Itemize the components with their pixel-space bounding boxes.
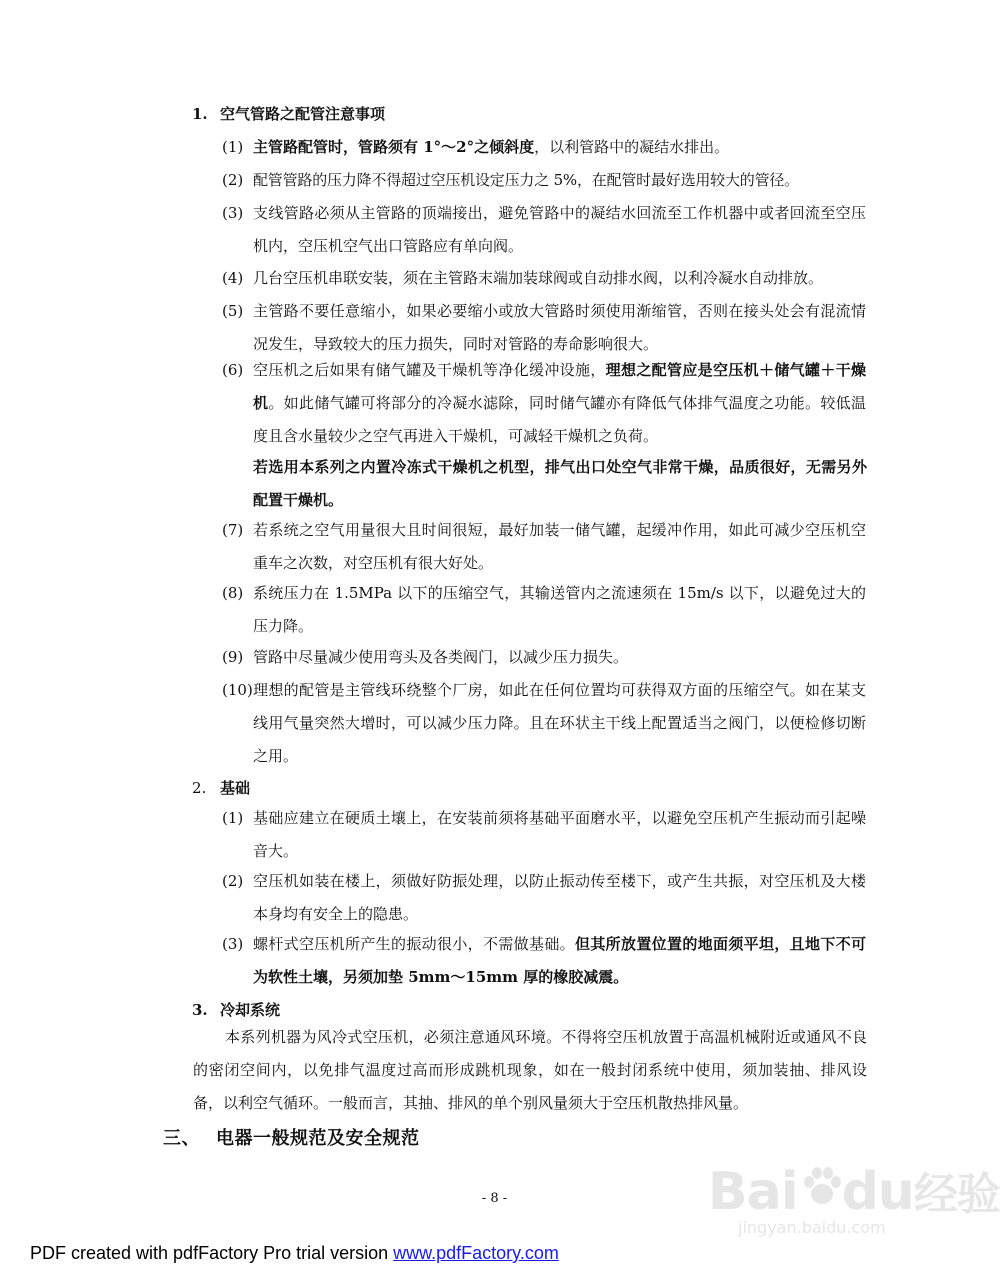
item-number: (4) [222, 269, 244, 287]
watermark-brand: Bai du经验 [708, 1162, 1000, 1222]
heading-1-title: 空气管路之配管注意事项 [220, 105, 386, 123]
section-number: 三、 [163, 1128, 200, 1149]
item-number: (6) [222, 361, 244, 379]
list-item [222, 131, 866, 164]
item-number: (3) [222, 935, 244, 953]
item-number: (1) [222, 138, 244, 156]
item-text: 配管管路的压力降不得超过空压机设定压力之 5%，在配管时最好选用较大的管径。 [253, 171, 799, 189]
item-number: (8) [222, 584, 244, 602]
item-bold-text: 理想之配管应是空压机＋储气罐＋干燥机 [253, 361, 866, 412]
item-text: 。如此储气罐可将部分的冷凝水滤除，同时储气罐亦有降低气体排气温度之功能。较低温度且含水量较少之空气再进入干燥机，可减轻干燥机之负荷。 [253, 394, 866, 445]
list-item [222, 577, 866, 643]
item-number: (1) [222, 809, 244, 827]
heading-2 [192, 777, 250, 798]
item-text: 理想的配管是主管线环绕整个厂房，如此在任何位置均可获得双方面的压缩空气。如在某支线用气量突然大增时，可以减少压力降。且在环状主干线上配置适当之阀门，以便检修切断之用。 [253, 681, 866, 765]
list-item [222, 164, 866, 197]
heading-1 [192, 103, 385, 124]
footer-text: PDF created with pdfFactory Pro trial version [30, 1243, 394, 1263]
heading-3-title: 冷却系统 [220, 1001, 281, 1019]
item-text: 空压机之后如果有储气罐及干燥机等净化缓冲设施， [253, 361, 606, 379]
section-heading [163, 1124, 420, 1150]
item-text: 管路中尽量减少使用弯头及各类阀门，以减少压力损失。 [253, 648, 629, 666]
item-text: 系统压力在 1.5MPa 以下的压缩空气，其输送管内之流速须在 15m/s 以下，以避免过大的压力降。 [253, 584, 866, 635]
footer-link[interactable]: www.pdfFactory.com [393, 1243, 559, 1263]
item-text: 几台空压机串联安装，须在主管路末端加装球阀或自动排水阀，以利冷凝水自动排放。 [253, 269, 824, 287]
heading-2-title: 基础 [220, 779, 251, 797]
list-item [222, 197, 866, 263]
item-number: (3) [222, 204, 244, 222]
heading-1-number: 1. [192, 105, 208, 123]
item-text: 螺杆式空压机所产生的振动很小，不需做基础。 [253, 935, 575, 953]
item-bold-text: 但其所放置位置的地面须平坦，且地下不可为软性土壤，另须加垫 5mm～15mm 厚的橡胶减震。 [253, 935, 866, 986]
page-number: - 8 - [481, 1191, 508, 1206]
item-number: (5) [222, 302, 244, 320]
list-item [222, 514, 866, 580]
item-number: (2) [222, 171, 244, 189]
list-item [222, 295, 866, 361]
item-text: 若系统之空气用量很大且时间很短，最好加装一储气罐，起缓冲作用，如此可减少空压机空重车之次数，对空压机有很大好处。 [253, 521, 866, 572]
item-number: (9) [222, 648, 244, 666]
list-item [222, 802, 866, 868]
section-title: 电器一般规范及安全规范 [216, 1128, 420, 1149]
item-bold-text: 主管路配管时，管路须有 1°～2°之倾斜度 [253, 138, 535, 156]
item-number: (7) [222, 521, 244, 539]
item-text: 基础应建立在硬质土壤上，在安装前须将基础平面磨水平，以避免空压机产生振动而引起噪音大。 [253, 809, 866, 860]
list-item [222, 262, 866, 295]
heading-3 [192, 999, 280, 1020]
list-item [222, 865, 866, 931]
item-number: (2) [222, 872, 244, 890]
item-number: (10) [222, 681, 253, 699]
heading-3-number: 3. [192, 1001, 208, 1019]
item-text: ，以利管路中的凝结水排出。 [534, 138, 730, 156]
bold-note: 若选用本系列之内置冷冻式干燥机之机型，排气出口处空气非常干燥，品质很好，无需另外配置干燥机。 [253, 458, 867, 509]
watermark-url: jingyan.baidu.com [738, 1218, 886, 1237]
item-text: 空压机如装在楼上，须做好防振处理，以防止振动传至楼下，或产生共振，对空压机及大楼本身均有安全上的隐患。 [253, 872, 866, 923]
list-item [222, 928, 866, 994]
pdf-footer [30, 1243, 559, 1264]
heading-2-number: 2. [192, 779, 207, 797]
cooling-paragraph: 本系列机器为风冷式空压机，必须注意通风环境。不得将空压机放置于高温机械附近或通风不良的密闭空间内，以免排气温度过高而形成跳机现象，如在一般封闭系统中使用，须加装抽、排风设备，以利空气循环。一般而言，其抽、排风的单个别风量须大于空压机散热排风量。 [193, 1028, 867, 1112]
list-item [222, 641, 866, 674]
list-item [222, 674, 866, 773]
list-item [222, 354, 866, 453]
item-text: 主管路不要任意缩小，如果必要缩小或放大管路时须使用渐缩管，否则在接头处会有混流情况发生，导致较大的压力损失，同时对管路的寿命影响很大。 [253, 302, 866, 353]
item-text: 支线管路必须从主管路的顶端接出，避免管路中的凝结水回流至工作机器中或者回流至空压机内，空压机空气出口管路应有单向阀。 [253, 204, 866, 255]
